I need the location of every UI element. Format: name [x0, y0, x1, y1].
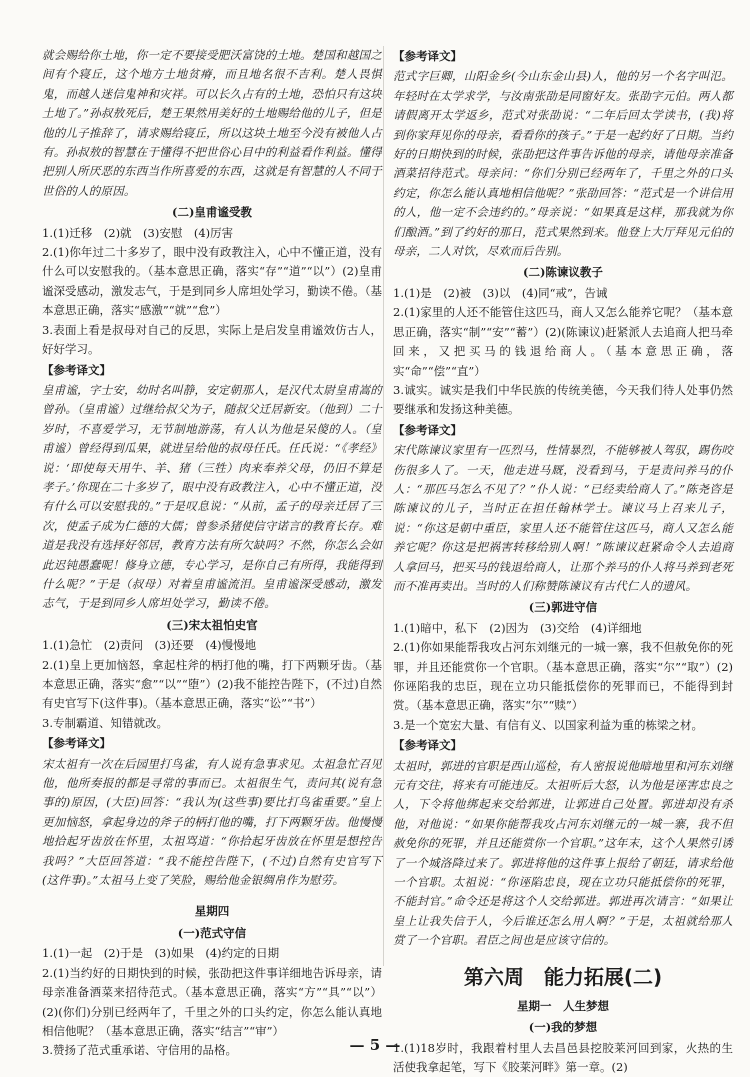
paragraph: 2.(1)当约好的日期快到的时候，张劭把这件事详细地告诉母亲，请母亲准备酒菜来招待范式。（基本意思正确，落实“方”“具”“以”）(2)(你们)分别已经两年了，千里之外的口头约定，你怎么能认真地相信他呢？（基本意思正确，落实“结言”“审”）: [42, 964, 382, 1042]
paragraph: 1.(1)暗中，私下 (2)因为 (3)交给 (4)详细地: [393, 619, 733, 638]
paragraph: 1.(1)是 (2)被 (3)以 (4)同“戒”，告诫: [393, 284, 733, 303]
reference-translation-label: 【参考译文】: [393, 421, 733, 440]
paragraph: 宋太祖有一次在后园里打鸟雀，有人说有急事求见。太祖急忙召见他，他所奏报的都是寻常的事而已。太祖很生气，责问其(说有急事的)原因，(大臣)回答：“我认为(这些事)要比打鸟雀重要。”皇上更加恼怒，拿起身边的斧子的柄打他的嘴，打下两颗牙齿。他慢慢地拾起牙齿放在怀里，太祖骂道：“你拾起牙齿放在怀里是想控告我吗？”大臣回答道：“我不能控告陛下，(不过)自然有史官写下(这件事)。”太祖马上变了笑脸，赐给他金银绸帛作为慰劳。: [42, 755, 382, 891]
paragraph: 皇甫谧，字士安，幼时名叫静，安定朝那人，是汉代太尉皇甫嵩的曾孙。（皇甫谧）过继给叔父为子，随叔父迁居新安。（他到）二十岁时，不喜爱学习，无节制地游荡，有人认为他是呆傻的人。（皇甫谧）曾经得到瓜果，就进呈给他的叔母任氏。任氏说：“《孝经》说：‘即使每天用牛、羊、猪（三牲）肉来奉养父母，仍旧不算是孝子。’你现在二十多岁了，眼中没有政教注入，心中不懂正道，没有什么可以安慰我的。”于是叹息说：“从前，孟子的母亲迁居了三次，使孟子成为仁德的大儒；曾参杀猪使信守诺言的教育长存。难道是我没有选择好邻居，教育方法有所欠缺吗？不然，你怎么会如此迟钝愚蠢呢！修身立德，专心学习，是你自己有所得，我能得到什么呢？”于是（叔母）对着皇甫谧流泪。皇甫谧深受感动，激发志气，于是到同乡人席坦处学习，勤读不倦。: [42, 381, 382, 614]
paragraph: 1.(1)迁移 (2)就 (3)安慰 (4)厉害: [42, 224, 382, 243]
page-number: — 5 —: [0, 1036, 750, 1054]
paragraph: 3.赞扬了范式重承诺、守信用的品格。: [42, 1041, 382, 1060]
paragraph: 范式字巨卿，山阳金乡(今山东金山县)人，他的另一个名字叫氾。年轻时在太学求学，与汝南张劭是同窗好友。张劭字元伯。两人都请假离开太学返乡，范式对张劭说：“二年后回太学读书，(我)将到你家拜见你的母亲，看看你的孩子。”于是一起约好了日期。当约好的日期快到的时候，张劭把这件事告诉他的母亲，请他母亲准备酒菜招待范式。母亲问：“你们分别已经两年了，千里之外的口头约定，你怎么能认真地相信他呢？”张劭回答：“范式是一个讲信用的人，他一定不会违约的。”母亲说：“如果真是这样，那我就为你们酿酒。”到了约好的那日，范式果然到来。他登上大厅拜见元伯的母亲，二人对饮，尽欢而后告别。: [393, 67, 733, 261]
section-title: (三)宋太祖怕史官: [42, 616, 382, 635]
section-title: (一)我的梦想: [393, 1018, 733, 1037]
paragraph: 宋代陈谏议家里有一匹烈马，性情暴烈，不能够被人驾驭，踢伤咬伤很多人了。一天，他走进马厩，没看到马，于是责问养马的仆人：“那匹马怎么不见了？”仆人说：“已经卖给商人了。”陈尧咨是陈谏议的儿子，当时正在担任翰林学士。谏议马上召来儿子，说：“你这是朝中重臣，家里人还不能管住这匹马，商人又怎么能养它呢？你这是把祸害转移给别人啊！”陈谏议赶紧命令人去追商人拿回马，把买马的钱退给商人，让那个养马的仆人将马养到老死而不准再卖出。当时的人们称赞陈谏议有古代仁人的遗风。: [393, 441, 733, 596]
paragraph: 2.(1)你年过二十多岁了，眼中没有政教注入，心中不懂正道，没有什么可以安慰我的。（基本意思正确，落实“存”“道”“以”）(2)皇甫谧深受感动，激发志气，于是到同乡人席坦处学习，勤读不倦。（基本意思正确，落实“感激”“就”“怠”）: [42, 243, 382, 321]
paragraph: 2.(1)你如果能帮我攻占河东刘继元的一城一寨，我不但赦免你的死罪，并且还能赏你一个官职。（基本意思正确，落实“尔”“取”）(2)你诬陷我的忠臣，现在立功只能抵偿你的死罪而已，不能得到封赏。（基本意思正确，落实“尔”“赎”）: [393, 638, 733, 716]
left-column: [42, 46, 382, 1061]
paragraph: 3.是一个宽宏大量、有信有义、以国家利益为重的栋梁之材。: [393, 716, 733, 735]
paragraph: 1.(1)一起 (2)于是 (3)如果 (4)约定的日期: [42, 944, 382, 963]
reference-translation-label: 【参考译文】: [42, 734, 382, 753]
paragraph: 就会赐给你土地，你一定不要接受肥沃富饶的土地。楚国和越国之间有个寝丘，这个地方土地贫瘠，而且地名很不吉利。楚人畏惧鬼，而越人迷信鬼神和灾祥。可以长久占有的土地，恐怕只有这块土地了。”孙叔敖死后，楚王果然用美好的土地赐给他的儿子，但是他的儿子推辞了，请求赐给寝丘，所以这块土地至今没有被他人占有。孙叔敖的智慧在于懂得不把世俗心目中的利益看作利益。懂得把别人所厌恶的东西当作所喜爱的东西，这就是有智慧的人不同于世俗的人的原因。: [42, 46, 382, 201]
paragraph: 2.(1)皇上更加恼怒，拿起柱斧的柄打他的嘴，打下两颗牙齿。（基本意思正确，落实“愈”“以”“堕”）(2)我不能控告陛下，(不过)自然有史官写下(这件事)。（基本意思正确，落实“讼”“书”）: [42, 656, 382, 714]
section-title: (二)陈谏议教子: [393, 263, 733, 282]
reference-translation-label: 【参考译文】: [393, 736, 733, 755]
section-title: (二)皇甫谧受教: [42, 203, 382, 222]
reference-translation-label: 【参考译文】: [42, 361, 382, 380]
weekday-heading: 星期四: [42, 902, 382, 921]
paragraph: 1.(1)急忙 (2)责问 (3)还要 (4)慢慢地: [42, 636, 382, 655]
section-title: (三)郭进守信: [393, 598, 733, 617]
paragraph: 3.表面上看是叔母对自己的反思，实际上是启发皇甫谧效仿古人，好好学习。: [42, 321, 382, 360]
subheading: 星期一 人生梦想: [393, 997, 733, 1016]
week-heading: 第六周 能力拓展(二): [393, 961, 733, 993]
paragraph: 太祖时，郭进的官职是西山巡检，有人密报说他暗地里和河东刘继元有交往，将来有可能违反。太祖听后大怒，认为他是诬害忠良之人，下令将他绑起来交给郭进，让郭进自己处置。郭进却没有杀他，对他说：“如果你能帮我攻占河东刘继元的一城一寨，我不但赦免你的死罪，并且还能赏你一个官职。”这年末，这个人果然引诱了一个城洛降过来了。郭进将他的这件事上报给了朝廷，请求给他一个官职。太祖说：“你诬陷忠良，现在立功只能抵偿你的死罪，不能封官。”命令还是将这个人交给郭进。郭进再次请言：“如果让皇上让我失信于人，今后谁还怎么用人啊？”于是，太祖就给那人赏了一个官职。君臣之间也是应该守信的。: [393, 757, 733, 951]
right-column: [393, 46, 733, 1077]
paragraph: 2.(1)家里的人还不能管住这匹马，商人又怎么能养它呢？（基本意思正确，落实“制”“安”“蓄”）(2)(陈谏议)赶紧派人去追商人把马牵回来，又把买马的钱退给商人。（基本意思正确，落实“命”“偿”“直”）: [393, 303, 733, 381]
reference-translation-label: 【参考译文】: [393, 47, 733, 66]
paragraph: 1.(1)18岁时，我跟着村里人去昌邑县挖胶莱河回到家，火热的生活使我拿起笔，写下《胶莱河畔》第一章。(2): [393, 1039, 733, 1077]
column-divider: [383, 46, 384, 966]
section-title: (一)范式守信: [42, 924, 382, 943]
paragraph: 3.诚实。诚实是我们中华民族的传统美德，今天我们待人处事仍然要继承和发扬这种美德。: [393, 381, 733, 420]
paragraph: 3.专制霸道、知错就改。: [42, 714, 382, 733]
